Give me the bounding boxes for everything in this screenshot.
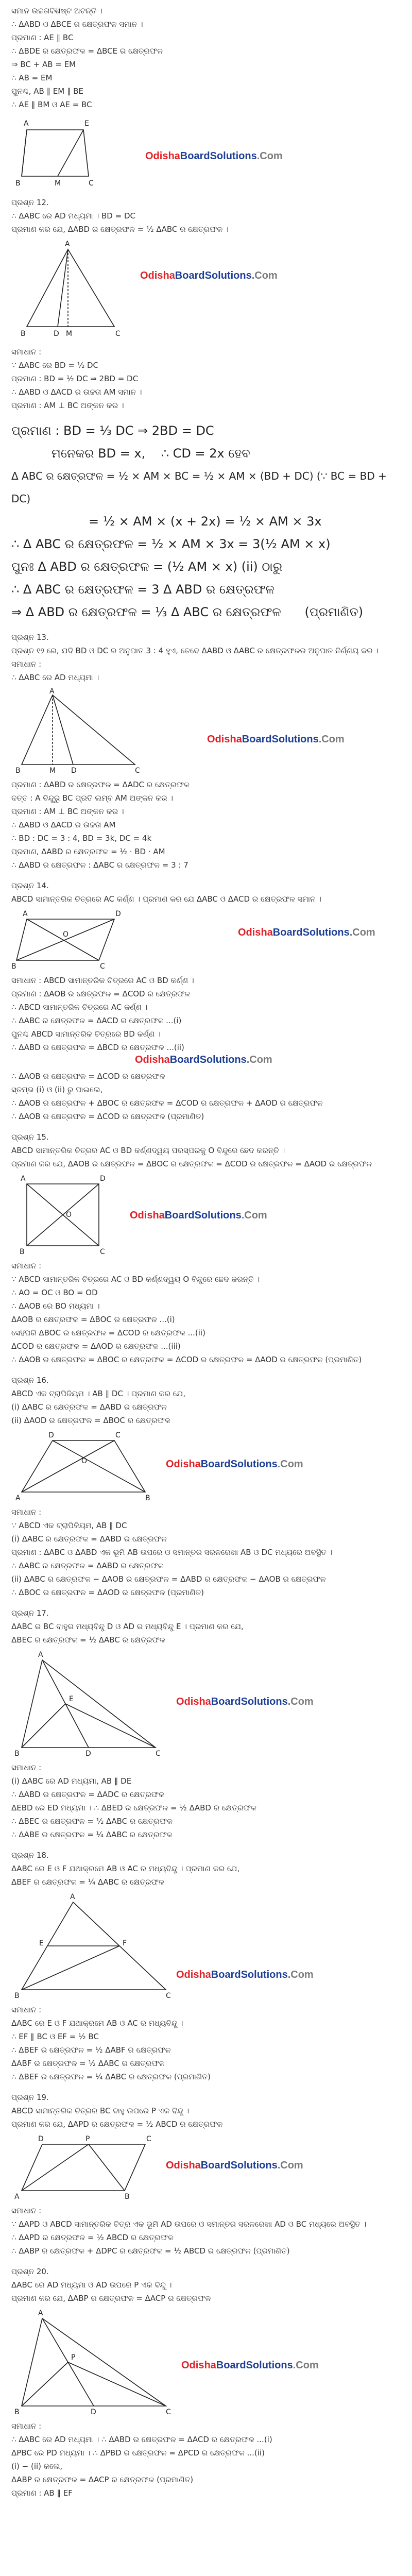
text-line: ∴ ΔAOB ର କ୍ଷେତ୍ରଫଳ = ΔCOD ର କ୍ଷେତ୍ରଫଳ bbox=[11, 1072, 165, 1081]
text-line: ΔBEF ର କ୍ଷେତ୍ରଫଳ = ¼ ΔABC ର କ୍ଷେତ୍ରଫଳ bbox=[11, 1877, 164, 1887]
question-13 bbox=[11, 631, 401, 872]
fig-label: O bbox=[63, 930, 69, 939]
text-line: ΔABC ରେ AD ମଧ୍ୟମା ଓ AD ଉପରେ P ଏକ ବିନ୍ଦୁ । bbox=[11, 2280, 172, 2290]
figure-14-diagram bbox=[11, 909, 130, 971]
question-17 bbox=[11, 1606, 401, 1841]
fig-label: B bbox=[15, 179, 21, 188]
text-line: ∴ ΔABC ରେ AD ମଧ୍ୟମା । ∴ ΔABD ର କ୍ଷେତ୍ରଫଳ = ΔACD ର କ୍ଷେତ୍ରଫଳ ...(i) bbox=[11, 2435, 272, 2444]
fig-label: C bbox=[146, 2135, 151, 2143]
text-line: ∴ ΔAOB ର କ୍ଷେତ୍ରଫଳ = ΔCOD ର କ୍ଷେତ୍ରଫଳ (ପ୍ରମାଣିତ) bbox=[11, 1112, 204, 1121]
question-title: ପ୍ରଶ୍ନ 14. bbox=[11, 881, 49, 890]
fig-label: C bbox=[100, 962, 105, 971]
fig-label: O bbox=[66, 1211, 72, 1219]
text-line: ΔABC ରେ E ଓ F ଯଥାକ୍ରମେ AB ଓ AC ର ମଧ୍ୟବିନ୍ଦୁ । ପ୍ରମାଣ କର ଯେ, bbox=[11, 1864, 240, 1873]
text-line: ପ୍ରମାଣ : AB ∥ EF bbox=[11, 2488, 73, 2498]
fig-label: O bbox=[81, 1457, 88, 1465]
text-line: ସମାଧାନ : bbox=[11, 1763, 42, 1772]
text-line: ∴ ΔBDE ର କ୍ଷେତ୍ରଫଳ = ΔBCE ର କ୍ଷେତ୍ରଫଳ bbox=[11, 46, 163, 56]
text-line: ସମାଧାନ : bbox=[11, 659, 42, 669]
text-line: ΔAOB ର କ୍ଷେତ୍ରଫଳ = ΔBOC ର କ୍ଷେତ୍ରଫଳ ...(i) bbox=[11, 1315, 175, 1324]
text-line: ∴ ΔABD ର କ୍ଷେତ୍ରଫଳ = ΔBCD ର କ୍ଷେତ୍ରଫଳ ...(ii) bbox=[11, 1043, 184, 1052]
fig-label: D bbox=[85, 1750, 91, 1758]
text-line: ∴ BD : DC = 3 : 4, BD = 3k, DC = 4k bbox=[11, 834, 152, 843]
text-line: ସମାଧାନ : bbox=[11, 347, 42, 357]
figure-19 bbox=[11, 2134, 401, 2201]
fig-label: A bbox=[65, 240, 70, 248]
fig-label: A bbox=[38, 2309, 43, 2317]
fig-label: D bbox=[91, 2408, 96, 2416]
proof-line: ମନେକର BD = x, ∴ CD = 2x ହେବ bbox=[52, 446, 250, 461]
text-line: ସମାଧାନ : bbox=[11, 2421, 42, 2431]
watermark: OdishaBoardSolutions.Com bbox=[135, 1054, 272, 1065]
question-16 bbox=[11, 1374, 401, 1599]
fig-label: E bbox=[69, 1695, 74, 1703]
fig-label: A bbox=[21, 1175, 26, 1183]
fig-label: C bbox=[100, 1248, 105, 1256]
text-line: ପ୍ରମାଣ : AM ⊥ BC ଅଙ୍କନ କର । bbox=[11, 401, 124, 410]
figure-12 bbox=[11, 239, 401, 342]
text-line: ΔPBC ରେ PD ମଧ୍ୟମା । ∴ ΔPBD ର କ୍ଷେତ୍ରଫଳ = ΔPCD ର କ୍ଷେତ୍ରଫଳ ...(ii) bbox=[11, 2448, 265, 2458]
fig-label: B bbox=[14, 2408, 20, 2416]
proof-line: = ½ × AM × (x + 2x) = ½ × AM × 3x bbox=[89, 514, 322, 529]
figure-16-diagram bbox=[11, 1430, 156, 1502]
watermark: OdishaBoardSolutions.Com bbox=[176, 1696, 314, 1707]
text-line: ∴ ABCD ସାମାନ୍ତରିକ ଚିତ୍ରରେ AC କର୍ଣ୍ଣ । bbox=[11, 1003, 148, 1012]
figure-18 bbox=[11, 1892, 401, 2000]
figure-15-diagram bbox=[11, 1174, 114, 1256]
text-line: ସମାଧାନ : bbox=[11, 2005, 42, 2014]
intro-block bbox=[11, 4, 401, 111]
text-line: ∴ ΔBEF ର କ୍ଷେତ୍ରଫଳ = ½ ΔABF ର କ୍ଷେତ୍ରଫଳ bbox=[11, 2045, 171, 2055]
figure-17 bbox=[11, 1650, 401, 1758]
figure-12-diagram bbox=[11, 239, 125, 342]
watermark: OdishaBoardSolutions.Com bbox=[140, 270, 278, 281]
text-line: ∴ ΔBOC ର କ୍ଷେତ୍ରଫଳ = ΔAOD ର କ୍ଷେତ୍ରଫଳ (ପ୍ରମାଣିତ) bbox=[11, 1588, 204, 1597]
question-title: ପ୍ରଶ୍ନ 16. bbox=[11, 1376, 49, 1385]
fig-label: C bbox=[115, 330, 121, 338]
question-20 bbox=[11, 2265, 401, 2500]
text-line: ସମାଧାନ : bbox=[11, 2206, 42, 2215]
text-line: ପ୍ରମାଣ କର ଯେ, ΔAPD ର କ୍ଷେତ୍ରଫଳ = ½ ABCD ର କ୍ଷେତ୍ରଫଳ bbox=[11, 2120, 223, 2129]
text-line: (i) ΔABC ରେ AD ମଧ୍ୟମା, AB ∥ DE bbox=[11, 1776, 132, 1786]
text-line: ΔABC ର BC ବାହୁର ମଧ୍ୟବିନ୍ଦୁ D ଓ AD ର ମଧ୍ୟବିନ୍ଦୁ E । ପ୍ରମାଣ କର ଯେ, bbox=[11, 1622, 244, 1631]
text-line: ∴ ΔAPD ର କ୍ଷେତ୍ରଫଳ = ½ ABCD ର କ୍ଷେତ୍ରଫଳ bbox=[11, 2233, 174, 2242]
watermark: OdishaBoardSolutions.Com bbox=[207, 734, 345, 745]
fig-label: D bbox=[54, 330, 59, 338]
fig-label: A bbox=[14, 2193, 20, 2201]
text-line: ସମାଧାନ : ABCD ସାମାନ୍ତରିକ ଚିତ୍ରରେ AC ଓ BD କର୍ଣ୍ଣ । bbox=[11, 976, 194, 985]
fig-label: B bbox=[125, 2193, 130, 2201]
text-line: ସମାନ ଉଚ୍ଚତାବିଶିଷ୍ଟ ଅଟନ୍ତି । bbox=[11, 6, 102, 15]
watermark: OdishaBoardSolutions.Com bbox=[130, 1210, 267, 1221]
fig-label: C bbox=[89, 179, 94, 188]
text-line: ପ୍ରମାଣ : BD = ½ DC ⇒ 2BD = DC bbox=[11, 374, 139, 383]
figure-14 bbox=[11, 909, 401, 971]
question-title: ପ୍ରଶ୍ନ 12. bbox=[11, 198, 49, 207]
text-line: ∴ ΔAOB ର କ୍ଷେତ୍ରଫଳ = ΔBOC ର କ୍ଷେତ୍ରଫଳ = ΔCOD ର କ୍ଷେତ୍ରଫଳ = ΔAOD ର କ୍ଷେତ୍ରଫଳ (ପ୍ରମାଣିତ) bbox=[11, 1355, 362, 1364]
text-line: ∴ ΔAOB ର କ୍ଷେତ୍ରଫଳ + ΔBOC ର କ୍ଷେତ୍ରଫଳ = ΔCOD ର କ୍ଷେତ୍ରଫଳ + ΔAOD ର କ୍ଷେତ୍ରଫଳ bbox=[11, 1098, 323, 1108]
text-line: ∴ ΔAOB ରେ BO ମଧ୍ୟମା । bbox=[11, 1301, 100, 1311]
text-line: ∴ AE ∥ BM ଓ AE = BC bbox=[11, 100, 92, 109]
fig-label: D bbox=[71, 767, 77, 775]
text-line: (ii) ΔABC ର କ୍ଷେତ୍ରଫଳ − ΔAOB ର କ୍ଷେତ୍ରଫଳ = ΔABD ର କ୍ଷେତ୍ରଫଳ − ΔAOB ର କ୍ଷେତ୍ରଫଳ bbox=[11, 1574, 326, 1584]
fig-label: C bbox=[166, 2408, 171, 2416]
text-line: ∴ ΔABD ର କ୍ଷେତ୍ରଫଳ = ΔADC ର କ୍ଷେତ୍ରଫଳ bbox=[11, 1790, 164, 1799]
figure-17-diagram bbox=[11, 1650, 166, 1758]
text-line: ABCD ସାମାନ୍ତରିକ ଚିତ୍ରରେ AC କର୍ଣ୍ଣ । ପ୍ରମାଣ କର ଯେ ΔABC ଓ ΔACD ର କ୍ଷେତ୍ରଫଳ ସମାନ । bbox=[11, 894, 321, 904]
text-line: ΔCOD ର କ୍ଷେତ୍ରଫଳ = ΔAOD ର କ୍ଷେତ୍ରଫଳ ...(iii) bbox=[11, 1342, 181, 1351]
fig-label: C bbox=[156, 1750, 161, 1758]
figure-1 bbox=[11, 114, 401, 192]
fig-label: M bbox=[66, 330, 73, 338]
fig-label: A bbox=[15, 1494, 21, 1502]
fig-label: D bbox=[100, 1175, 106, 1183]
fig-label: P bbox=[85, 2135, 90, 2143]
question-12 bbox=[11, 196, 401, 412]
question-title: ପ୍ରଶ୍ନ 18. bbox=[11, 1851, 49, 1860]
proof-line: ପ୍ରମାଣ : BD = ⅓ DC ⇒ 2BD = DC bbox=[11, 423, 214, 438]
text-line: ABCD ସାମାନ୍ତରିକ ଚିତ୍ରର AC ଓ BD କର୍ଣ୍ଣଦ୍ୱୟ ପରସ୍ପରକୁ O ବିନ୍ଦୁରେ ଛେଦ କରନ୍ତି । bbox=[11, 1146, 285, 1155]
text-line: ପ୍ରମାଣ : AM ⊥ BC ଅଙ୍କନ କର । bbox=[11, 807, 124, 816]
text-line: ପ୍ରମାଣ କର ଯେ, ΔABP ର କ୍ଷେତ୍ରଫଳ = ΔACP ର କ୍ଷେତ୍ରଫଳ bbox=[11, 2294, 211, 2303]
text-line: ସମାଧାନ : bbox=[11, 1507, 42, 1517]
fig-label: E bbox=[84, 120, 89, 128]
text-line: ପ୍ରମାଣ କର ଯେ, ΔAOB ର କ୍ଷେତ୍ରଫଳ = ΔBOC ର କ୍ଷେତ୍ରଫଳ = ΔCOD ର କ୍ଷେତ୍ରଫଳ = ΔAOD ର କ୍ଷେତ୍ରଫଳ bbox=[11, 1159, 372, 1168]
proof-block bbox=[11, 419, 401, 623]
text-line: ପ୍ରମାଣ କର ଯେ, ΔABD ର କ୍ଷେତ୍ରଫଳ = ½ ΔABC ର କ୍ଷେତ୍ରଫଳ । bbox=[11, 225, 229, 234]
watermark: OdishaBoardSolutions.Com bbox=[176, 1969, 314, 1980]
proof-line: ∴ Δ ABC ର କ୍ଷେତ୍ରଫଳ = ½ × AM × 3x = 3(½ AM × x) bbox=[11, 537, 331, 551]
fig-label: C bbox=[135, 767, 140, 775]
question-title: ପ୍ରଶ୍ନ 19. bbox=[11, 2093, 49, 2102]
figure-18-diagram bbox=[11, 1892, 176, 2000]
text-line: ∵ ΔABC ରେ BD = ½ DC bbox=[11, 361, 99, 370]
text-line: (i) ΔABC ର କ୍ଷେତ୍ରଫଳ = ΔABD ର କ୍ଷେତ୍ରଫଳ bbox=[11, 1402, 167, 1412]
text-line: ∴ ΔABP ର କ୍ଷେତ୍ରଫଳ + ΔDPC ର କ୍ଷେତ୍ରଫଳ = ½ ABCD ର କ୍ଷେତ୍ରଫଳ (ପ୍ରମାଣିତ) bbox=[11, 2246, 290, 2256]
text-line: ପ୍ରମାଣ : ΔABD ର କ୍ଷେତ୍ରଫଳ = ΔADC ର କ୍ଷେତ୍ରଫଳ bbox=[11, 780, 190, 789]
text-line: ABCD ସାମାନ୍ତରିକ ଚିତ୍ରର BC ବାହୁ ଉପରେ P ଏକ ବିନ୍ଦୁ । bbox=[11, 2106, 190, 2115]
text-line: ପ୍ରମାଣ, ΔABD ର କ୍ଷେତ୍ରଫଳ = ½ · BD · AM bbox=[11, 847, 165, 856]
fig-label: E bbox=[39, 1939, 44, 1947]
text-line: ∴ ΔABC ର କ୍ଷେତ୍ରଫଳ = ΔABD ର କ୍ଷେତ୍ରଫଳ bbox=[11, 1561, 164, 1570]
figure-15 bbox=[11, 1174, 401, 1256]
text-line: ΔEBD ରେ ED ମଧ୍ୟମା । ∴ ΔBED ର କ୍ଷେତ୍ରଫଳ = ½ ΔABD ର କ୍ଷେତ୍ରଫଳ bbox=[11, 1803, 256, 1812]
text-line: ∴ AO = OC ଓ BO = OD bbox=[11, 1288, 98, 1297]
text-line: ∴ ΔBEC ର କ୍ଷେତ୍ରଫଳ = ½ ΔABC ର କ୍ଷେତ୍ରଫଳ bbox=[11, 1817, 173, 1826]
text-line: ⇒ BC + AB = EM bbox=[11, 60, 76, 69]
text-line: ∴ ΔABD ଓ ΔACD ର ଉଚ୍ଚତା AM bbox=[11, 820, 116, 829]
figure-20 bbox=[11, 2308, 401, 2416]
text-line: ∵ ABCD ଏକ ଟ୍ରାପିଜିୟମ, AB ∥ DC bbox=[11, 1521, 127, 1530]
watermark: OdishaBoardSolutions.Com bbox=[181, 2360, 319, 2371]
figure-19-diagram bbox=[11, 2134, 156, 2201]
fig-label: B bbox=[20, 1248, 25, 1256]
text-line: ପ୍ରଶ୍ନ ୧୨ ରେ, ଯଦି BD ଓ DC ର ଅନୁପାତ 3 : 4 ହୁଏ, ତେବେ ΔABD ଓ ΔABC ର କ୍ଷେତ୍ରଫଳର ଅନୁପାତ ନିର୍ଣ୍ଣୟ କର । bbox=[11, 646, 379, 655]
watermark: OdishaBoardSolutions.Com bbox=[166, 1459, 303, 1470]
text-line: ପ୍ରମାଣ : ΔAOB ର କ୍ଷେତ୍ରଫଳ = ΔCOD ର କ୍ଷେତ୍ରଫଳ bbox=[11, 989, 191, 998]
text-line: (i) − (ii) କଲେ, bbox=[11, 2462, 63, 2471]
text-line: ∴ ΔABC ର କ୍ଷେତ୍ରଫଳ = ΔACD ର କ୍ଷେତ୍ରଫଳ ...(i) bbox=[11, 1016, 182, 1025]
fig-label: B bbox=[11, 962, 16, 971]
proof-line: Δ ABC ର କ୍ଷେତ୍ରଫଳ = ½ × AM × BC = ½ × AM × (BD + DC) (∵ BC = BD + DC) bbox=[11, 470, 390, 505]
fig-label: B bbox=[145, 1494, 150, 1502]
question-title: ପ୍ରଶ୍ନ 20. bbox=[11, 2267, 49, 2276]
figure-13 bbox=[11, 687, 401, 775]
text-line: ପ୍ରମାଣ : AE ∥ BC bbox=[11, 33, 74, 42]
watermark: OdishaBoardSolutions.Com bbox=[145, 150, 283, 162]
text-line: ΔABC ରେ E ଓ F ଯଥାକ୍ରମେ AB ଓ AC ର ମଧ୍ୟବିନ୍ଦୁ । bbox=[11, 2019, 183, 2028]
fig-label: C bbox=[115, 1431, 121, 1439]
figure-20-diagram bbox=[11, 2308, 176, 2416]
text-line: (ii) ΔAOD ର କ୍ଷେତ୍ରଫଳ = ΔBOC ର କ୍ଷେତ୍ରଫଳ bbox=[11, 1416, 170, 1425]
fig-label: A bbox=[70, 1893, 75, 1901]
fig-label: D bbox=[38, 2135, 44, 2143]
fig-label: M bbox=[55, 179, 61, 188]
proof-line: ପୁନଃ Δ ABD ର କ୍ଷେତ୍ରଫଳ = (½ AM × x) (ii) ଠାରୁ bbox=[11, 560, 283, 574]
text-line: ପୁନଶ୍ଚ ABCD ସାମାନ୍ତରିକ ଚିତ୍ରରେ BD କର୍ଣ୍ଣ । bbox=[11, 1029, 161, 1039]
text-line: ∴ AB = EM bbox=[11, 73, 53, 82]
figure-1-diagram bbox=[11, 114, 104, 192]
text-line: (i) ΔABC ର କ୍ଷେତ୍ରଫଳ = ΔABD ର କ୍ଷେତ୍ରଫଳ bbox=[11, 1534, 167, 1544]
watermark: OdishaBoardSolutions.Com bbox=[166, 2160, 303, 2171]
text-line: ΔABF ର କ୍ଷେତ୍ରଫଳ = ½ ΔABC ର କ୍ଷେତ୍ରଫଳ bbox=[11, 2059, 165, 2068]
text-line: ଦତ୍ତ : A ବିନ୍ଦୁରୁ BC ପ୍ରତି ଲମ୍ବ AM ଅଙ୍କନ କର । bbox=[11, 793, 173, 803]
fig-label: A bbox=[49, 687, 55, 696]
text-line: ABCD ଏକ ଟ୍ରାପିଜିୟମ । AB ∥ DC । ପ୍ରମାଣ କର ଯେ, bbox=[11, 1389, 186, 1398]
fig-label: D bbox=[115, 910, 121, 918]
fig-label: C bbox=[166, 1992, 171, 2000]
proof-line: ∴ Δ ABC ର କ୍ଷେତ୍ରଫଳ = 3 Δ ABD ର କ୍ଷେତ୍ରଫଳ bbox=[11, 582, 274, 597]
text-line: ସେହିପରି ΔBOC ର କ୍ଷେତ୍ରଫଳ = ΔCOD ର କ୍ଷେତ୍ରଫଳ ...(ii) bbox=[11, 1328, 205, 1337]
text-line: ∵ ΔAPD ଓ ABCD ସାମାନ୍ତରିକ ଚିତ୍ର ଏକ ଭୂମି AD ଉପରେ ଓ ସମାନ୍ତର ସରଳରେଖା AD ଓ BC ମଧ୍ୟରେ ଅବସ୍ଥିତ । bbox=[11, 2219, 367, 2229]
fig-label: P bbox=[71, 2353, 76, 2362]
question-15 bbox=[11, 1130, 401, 1366]
fig-label: A bbox=[38, 1651, 43, 1659]
proof-line: ⇒ Δ ABD ର କ୍ଷେତ୍ରଫଳ = ⅓ Δ ABC ର କ୍ଷେତ୍ରଫଳ (ପ୍ରମାଣିତ) bbox=[11, 605, 364, 619]
text-line: ∴ ΔABC ରେ AD ମଧ୍ୟମା । BD = DC bbox=[11, 211, 135, 221]
fig-label: B bbox=[14, 1992, 20, 2000]
fig-label: B bbox=[15, 767, 21, 775]
text-line: ∴ ΔABE ର କ୍ଷେତ୍ରଫଳ = ¼ ΔABC ର କ୍ଷେତ୍ରଫଳ bbox=[11, 1830, 173, 1839]
watermark: OdishaBoardSolutions.Com bbox=[238, 927, 375, 938]
text-line: ∴ EF ∥ BC ଓ EF = ½ BC bbox=[11, 2032, 99, 2041]
fig-label: A bbox=[24, 120, 29, 128]
question-18 bbox=[11, 1849, 401, 2083]
fig-label: A bbox=[23, 910, 28, 918]
text-line: ∴ ΔABD ର କ୍ଷେତ୍ରଫଳ : ΔABC ର କ୍ଷେତ୍ରଫଳ = 3 : 7 bbox=[11, 860, 188, 870]
question-14 bbox=[11, 879, 401, 1123]
figure-13-diagram bbox=[11, 687, 145, 775]
text-line: ∴ ΔBEF ର କ୍ଷେତ୍ରଫଳ = ¼ ΔABC ର କ୍ଷେତ୍ରଫଳ (ପ୍ରମାଣିତ) bbox=[11, 2072, 211, 2081]
text-line: ସ୍ତମ୍ଭ (i) ଓ (ii) ରୁ ପାଇଲେ, bbox=[11, 1085, 103, 1094]
question-title: ପ୍ରଶ୍ନ 17. bbox=[11, 1608, 49, 1618]
fig-label: D bbox=[48, 1431, 54, 1439]
text-line: ΔBEC ର କ୍ଷେତ୍ରଫଳ = ½ ΔABC ର କ୍ଷେତ୍ରଫଳ bbox=[11, 1635, 165, 1645]
question-title: ପ୍ରଶ୍ନ 13. bbox=[11, 633, 49, 642]
text-line: ∴ ΔABC ରେ AD ମଧ୍ୟମା । bbox=[11, 673, 99, 682]
figure-16 bbox=[11, 1430, 401, 1502]
fig-label: M bbox=[49, 767, 56, 775]
text-line: ସମାଧାନ : bbox=[11, 1261, 42, 1270]
proof-tag: (ପ୍ରମାଣିତ) bbox=[304, 605, 364, 619]
text-line: ପ୍ରମାଣ : ΔABC ଓ ΔABD ଏକ ଭୂମି AB ଉପରେ ଓ ସମାନ୍ତର ସରଳରେଖା AB ଓ DC ମଧ୍ୟରେ ଅବସ୍ଥିତ । bbox=[11, 1548, 333, 1557]
text-line: ∴ ΔABD ଓ ΔACD ର ଉଚ୍ଚତା AM ସମାନ । bbox=[11, 387, 142, 397]
text-line: ପୁନଶ୍ଚ, AB ∥ EM ∥ BE bbox=[11, 87, 84, 96]
text-line: ∴ ΔABD ଓ ΔBCE ର କ୍ଷେତ୍ରଫଳ ସମାନ । bbox=[11, 20, 143, 29]
fig-label: F bbox=[123, 1939, 127, 1947]
question-title: ପ୍ରଶ୍ନ 15. bbox=[11, 1132, 49, 1142]
fig-label: B bbox=[14, 1750, 20, 1758]
question-19 bbox=[11, 2091, 401, 2258]
fig-label: B bbox=[21, 330, 26, 338]
text-line: ΔABP ର କ୍ଷେତ୍ରଫଳ = ΔACP ର କ୍ଷେତ୍ରଫଳ (ପ୍ରମାଣିତ) bbox=[11, 2475, 194, 2484]
text-line: ∵ ABCD ସାମାନ୍ତରିକ ଚିତ୍ରରେ AC ଓ BD କର୍ଣ୍ଣଦ୍ୱୟ O ବିନ୍ଦୁରେ ଛେଦ କରନ୍ତି । bbox=[11, 1275, 260, 1284]
